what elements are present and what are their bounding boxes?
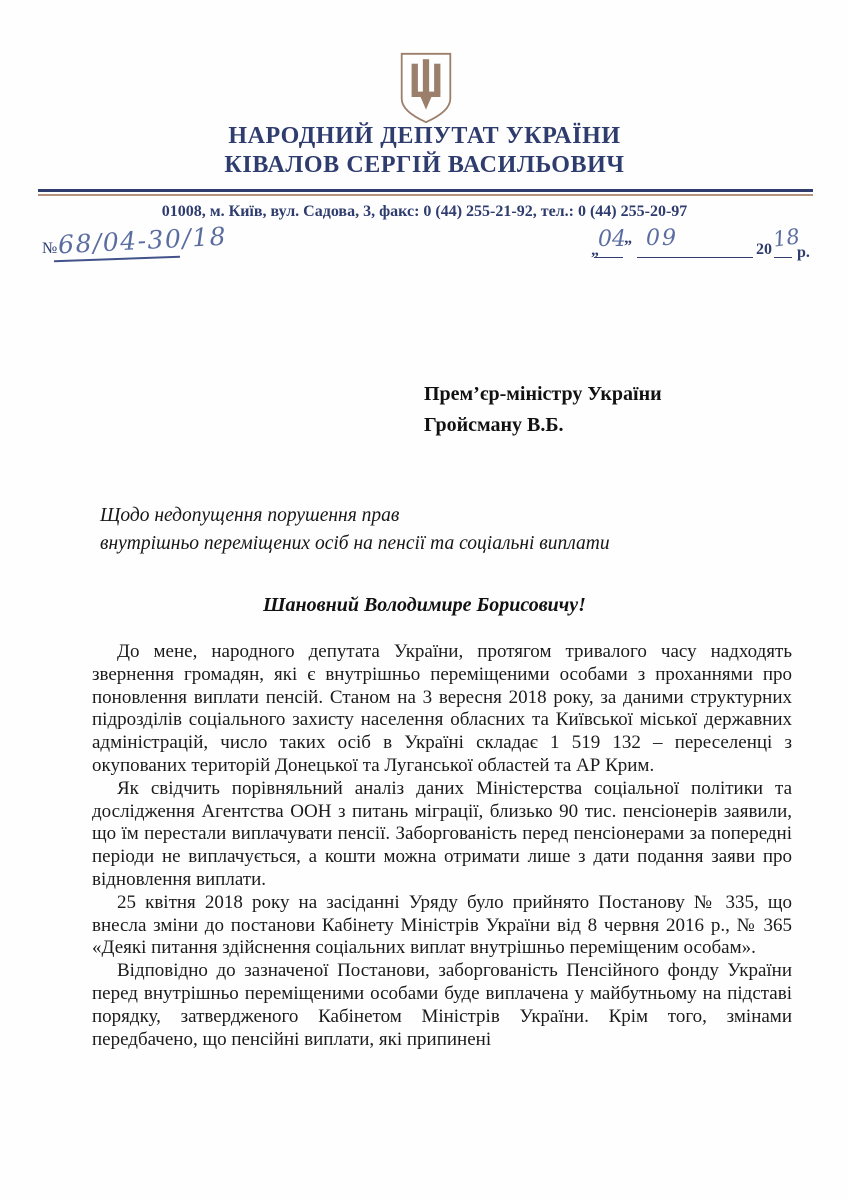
subject-block bbox=[100, 502, 610, 558]
letterhead-title bbox=[0, 122, 849, 180]
date-day-underline bbox=[594, 257, 623, 258]
date-month-handwritten: 09 bbox=[646, 226, 678, 251]
body-paragraph-2: Як свідчить порівняльний аналіз даних Міністерства соціальної політики та дослідження Агентства ООН з питань міграції, близько 90 тис. пенсіонерів заявили, що їм перестали виплачувати пенсії. Заборгованість перед пенсіонерами за попередні періоди не виплачується, а кошти можна отримати лише з дати подання заяви про відновлення виплати. bbox=[92, 777, 792, 890]
ref-number-label: № bbox=[42, 240, 58, 257]
header-rule-navy bbox=[38, 189, 813, 192]
tryzub-emblem-icon bbox=[394, 52, 458, 124]
org-title-line2: КІВАЛОВ СЕРГІЙ ВАСИЛЬОВИЧ bbox=[224, 152, 625, 178]
body-paragraph-1: До мене, народного депутата України, протягом тривалого часу надходять звернення громадян, які є внутрішньо переміщеними особами з проханнями про поновлення виплати пенсій. Станом на 3 вересня 2018 року, за даними структурних підрозділів соціального захисту населення обласних та Київської міської державних адміністрацій, число таких осіб в Україні складає 1 519 132 – переселенці з окупованих територій Донецької та Луганської областей та АР Крим. bbox=[92, 641, 792, 776]
recipient-block bbox=[424, 379, 662, 441]
subject-line1: Щодо недопущення порушення прав bbox=[100, 505, 400, 526]
recipient-line2: Гройсману В.Б. bbox=[424, 414, 564, 436]
letter-body bbox=[92, 641, 792, 1051]
date-open-quote: „ bbox=[591, 242, 599, 259]
subject-line2: внутрішньо переміщених осіб на пенсії та соціальні виплати bbox=[100, 533, 610, 554]
salutation: Шановний Володимире Борисовичу! bbox=[263, 594, 586, 616]
recipient-line1: Прем’єр-міністру України bbox=[424, 383, 662, 405]
date-year-handwritten: 18 bbox=[771, 224, 802, 252]
date-close-quote: ” bbox=[624, 238, 632, 255]
date-year-underline bbox=[774, 257, 792, 258]
date-day-handwritten: 04 bbox=[598, 227, 626, 252]
header-rule-tan bbox=[38, 194, 813, 196]
body-paragraph-4: Відповідно до зазначеної Постанови, заборгованість Пенсійного фонду України перед внутрішньо переміщеними особами буде виплачена у майбутньому на підставі порядку, затвердженого Кабінетом Міністрів України. Крім того, змінами передбачено, що пенсійні виплати, які припинені bbox=[92, 960, 792, 1050]
org-title-line1: НАРОДНИЙ ДЕПУТАТ УКРАЇНИ bbox=[228, 123, 621, 149]
date-month-underline bbox=[637, 257, 753, 258]
body-paragraph-3: 25 квітня 2018 року на засіданні Уряду було прийнято Постанову № 335, що внесла зміни до постанови Кабінету Міністрів України від 8 червня 2016 р., № 365 «Деякі питання здійснення соціальних виплат внутрішньо переміщеним особам». bbox=[92, 891, 792, 959]
letterhead-address: 01008, м. Київ, вул. Садова, 3, факс: 0 (44) 255-21-92, тел.: 0 (44) 255-20-97 bbox=[161, 203, 688, 220]
date-year-prefix: 20 bbox=[756, 241, 772, 258]
ref-number-handwritten: 68/04-30/18 bbox=[57, 221, 228, 260]
date-year-label: р. bbox=[797, 244, 810, 261]
